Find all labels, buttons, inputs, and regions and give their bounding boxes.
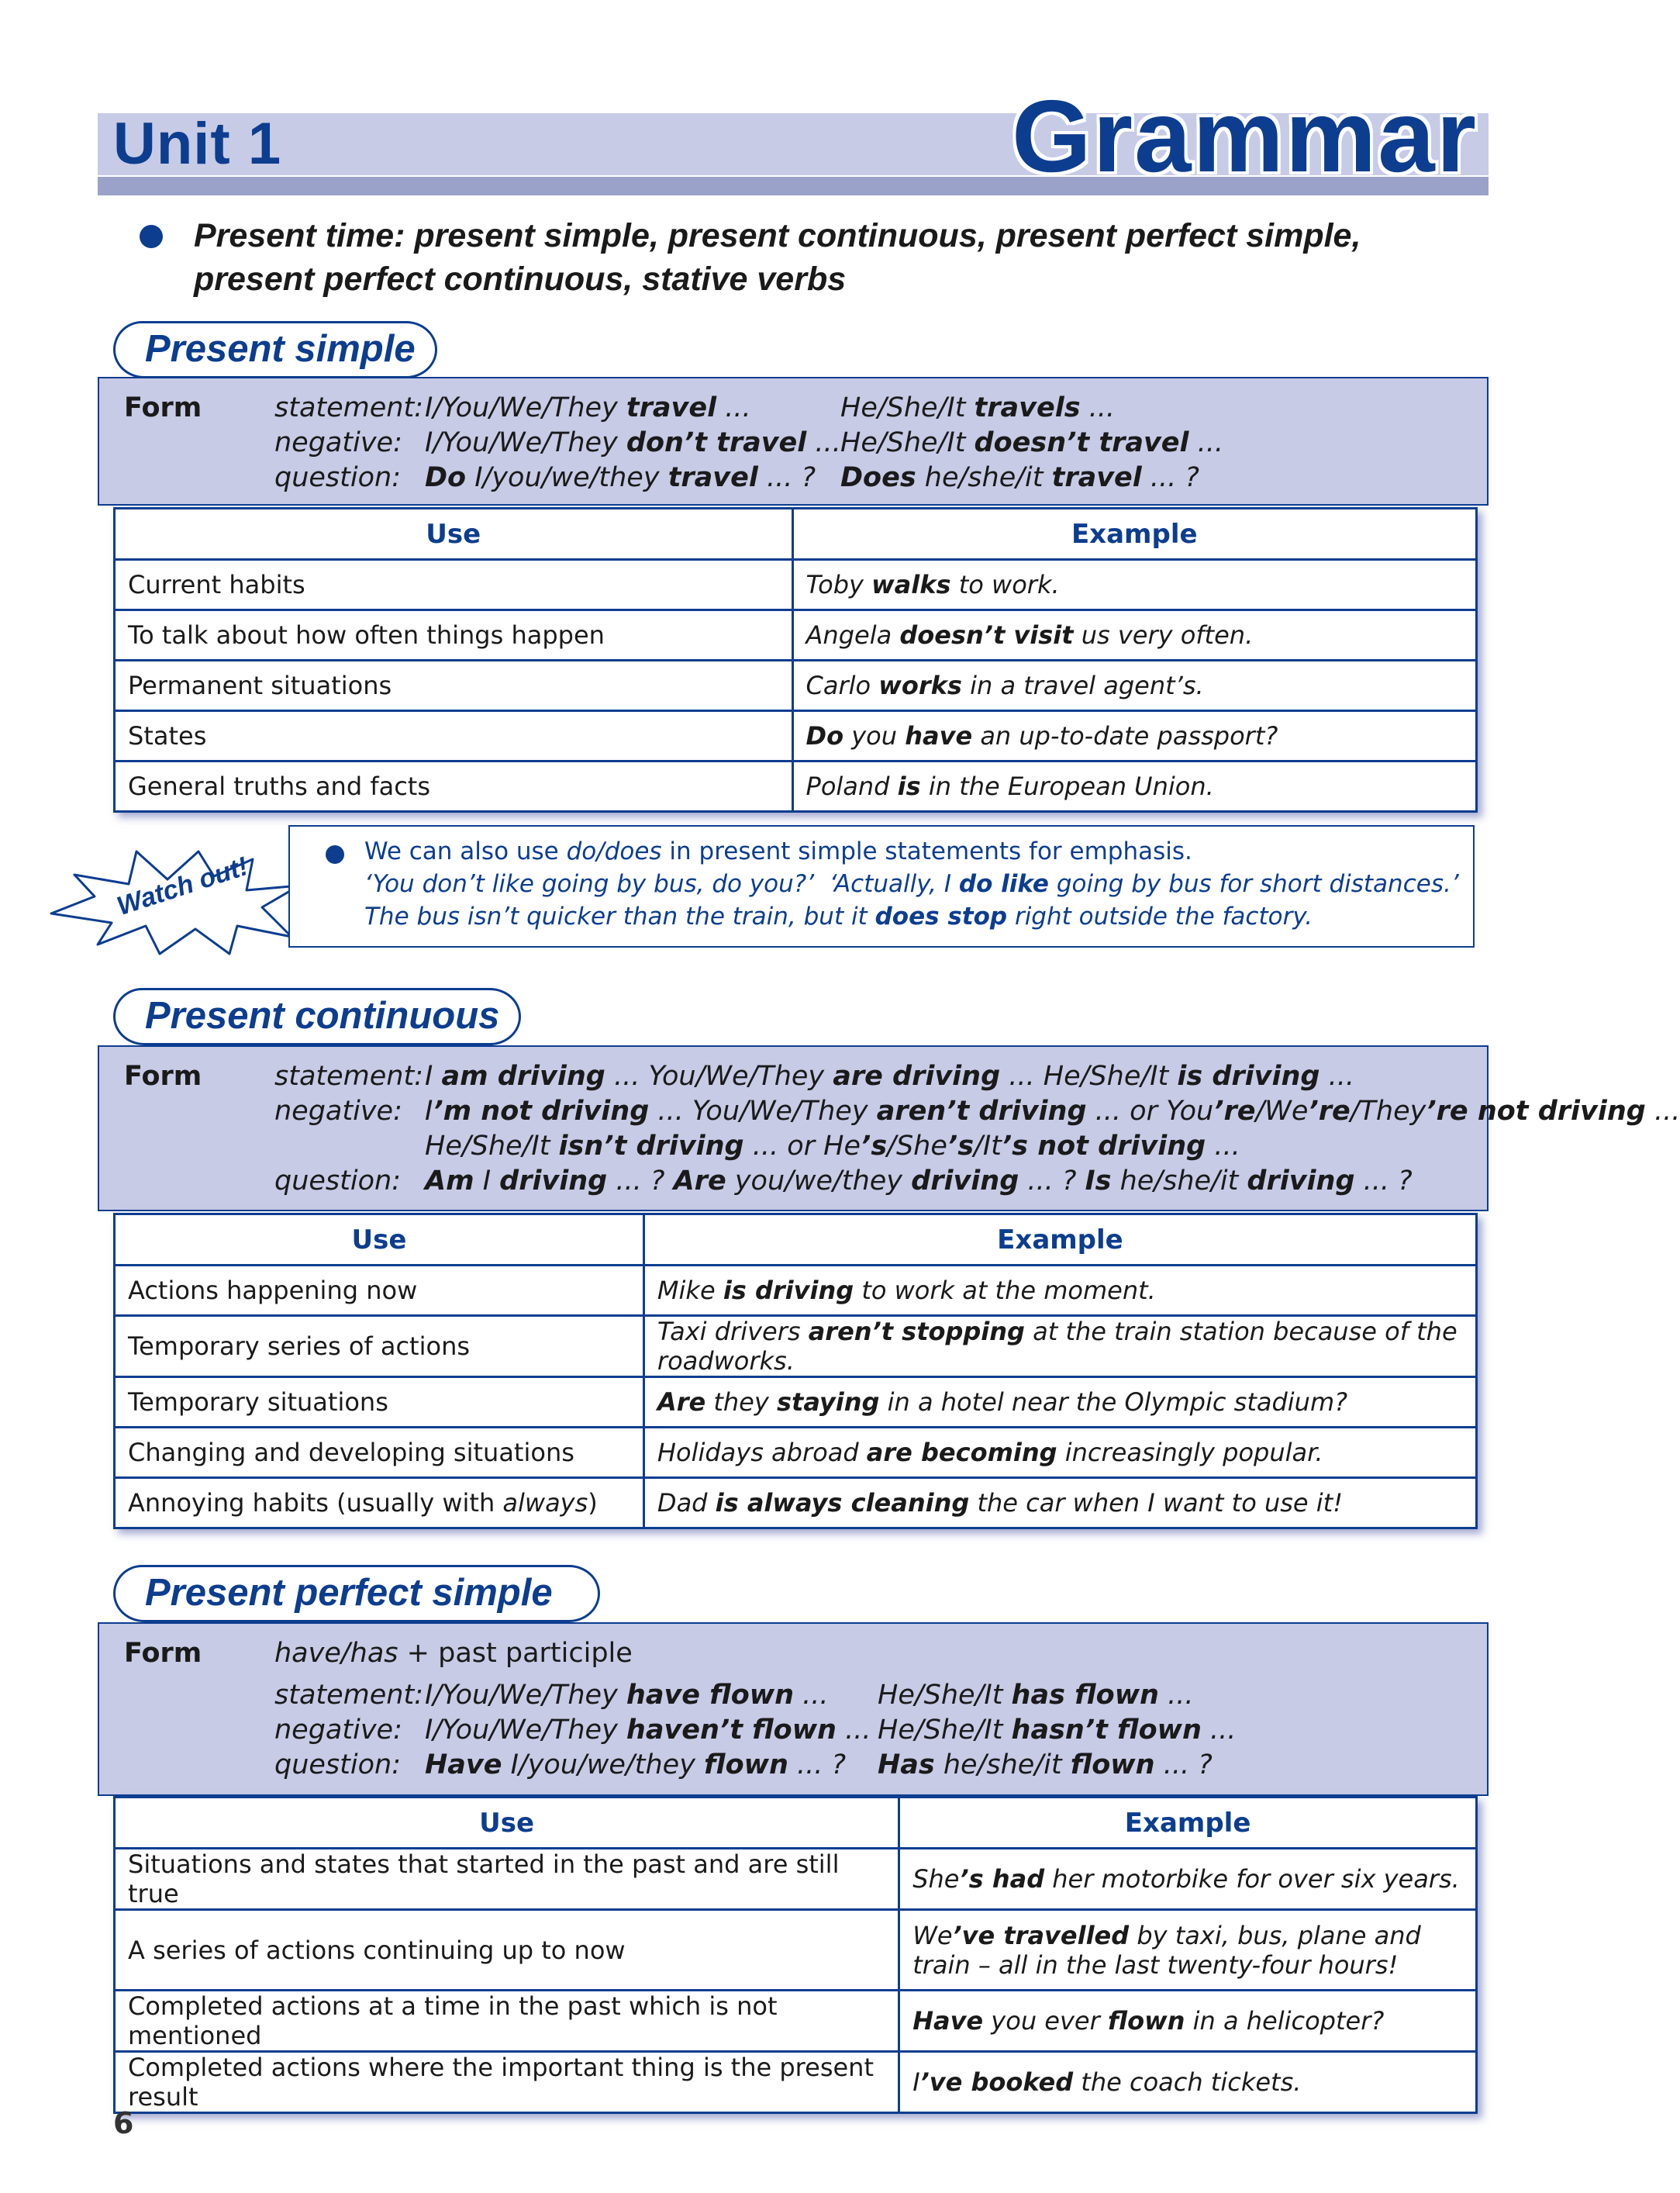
form-text: I am driving ... You/We/They are driving ... He/She/It is driving ... (425, 1061, 1354, 1092)
example-cell: Are they staying in a hotel near the Olympic stadium? (643, 1377, 1476, 1428)
table-row (115, 762, 1477, 812)
table-row (115, 610, 1477, 661)
section-title: Grammar (1012, 79, 1478, 193)
table-row (115, 1849, 1477, 1910)
present-continuous-table (113, 1213, 1478, 1529)
form-left: Have I/you/we/they flown ... ? (425, 1749, 847, 1780)
unit-title: Unit 1 (113, 111, 282, 177)
example-cell: Dad is always cleaning the car when I want to use it! (643, 1478, 1476, 1528)
form-kind: question: (274, 462, 402, 493)
watch-out-line-1: We can also use do/does in present simple statements for emphasis. (364, 837, 1192, 865)
form-kind: negative: (274, 1715, 402, 1746)
example-header: Example (643, 1214, 1476, 1266)
topic-line-2: present perfect continuous, stative verbs (194, 261, 847, 298)
example-cell: She’s had her motorbike for over six years. (899, 1849, 1477, 1910)
use-cell: States (115, 711, 793, 762)
example-cell: Mike is driving to work at the moment. (643, 1266, 1476, 1316)
form-label: Form (124, 1061, 202, 1092)
table-row (115, 1991, 1477, 2052)
form-kind: question: (274, 1166, 402, 1197)
table-row (115, 1428, 1477, 1478)
form-right: Has he/she/it flown ... ? (878, 1749, 1213, 1780)
example-cell: We’ve travelled by taxi, bus, plane and train – all in the last twenty-four hours! (899, 1910, 1477, 1991)
use-cell: Annoying habits (usually with always) (115, 1478, 644, 1528)
use-cell: Changing and developing situations (115, 1428, 644, 1478)
use-header: Use (115, 1214, 644, 1266)
topic-line-1: Present time: present simple, present continuous, present perfect simple, (194, 217, 1361, 254)
form-text: He/She/It isn’t driving ... or He’s/She’s/It’s not driving ... (425, 1131, 1240, 1162)
present-continuous-form-box (98, 1045, 1680, 1211)
present-perfect-rows (115, 1849, 1477, 2113)
bullet-icon (140, 225, 163, 248)
use-cell: General truths and facts (115, 762, 793, 812)
form-right: He/She/It doesn’t travel ... (840, 427, 1224, 458)
use-cell: Completed actions at a time in the past which is not mentioned (115, 1991, 899, 2052)
example-cell: Have you ever flown in a helicopter? (899, 1991, 1477, 2052)
form-label: Form (124, 392, 202, 423)
form-left: I/You/We/They don’t travel ... (425, 427, 841, 458)
example-cell: Taxi drivers aren’t stopping at the train station because of the roadworks. (643, 1316, 1476, 1377)
watch-out-line-2: ‘You don’t like going by bus, do you?’ ‘Actually, I do like going by bus for short distances.’ (364, 870, 1459, 898)
watch-out-line-3: The bus isn’t quicker than the train, but it does stop right outside the factory. (364, 903, 1313, 931)
example-cell: I’ve booked the coach tickets. (899, 2052, 1477, 2113)
form-right: Does he/she/it travel ... ? (840, 462, 1200, 493)
table-row (115, 1478, 1477, 1528)
present-simple-table (113, 507, 1478, 813)
use-cell: Permanent situations (115, 661, 793, 711)
topic-heading (194, 214, 1473, 301)
use-cell: Situations and states that started in the past and are still true (115, 1849, 899, 1910)
use-cell: Completed actions where the important thing is the present result (115, 2052, 899, 2113)
use-cell: Temporary situations (115, 1377, 644, 1428)
use-cell: A series of actions continuing up to now (115, 1910, 899, 1991)
page-number: 6 (113, 2106, 134, 2140)
form-text: I’m not driving ... You/We/They aren’t driving ... or You’re/We’re/They’re not driving ... (425, 1096, 1680, 1127)
example-cell: Poland is in the European Union. (792, 762, 1476, 812)
table-row (115, 1377, 1477, 1428)
present-perfect-table (113, 1796, 1478, 2114)
form-left: Do I/you/we/they travel ... ? (425, 462, 816, 493)
form-text: Am I driving ... ? Are you/we/they driving ... ? Is he/she/it driving ... ? (425, 1166, 1413, 1197)
bullet-icon (326, 845, 344, 864)
table-row (115, 2052, 1477, 2113)
form-kind: statement: (274, 392, 423, 423)
example-cell: Do you have an up-to-date passport? (792, 711, 1476, 762)
present-simple-rows (115, 560, 1477, 812)
table-row (115, 1266, 1477, 1316)
form-kind: negative: (274, 427, 402, 458)
form-kind: negative: (274, 1096, 402, 1127)
form-kind: statement: (274, 1680, 423, 1711)
example-header: Example (792, 509, 1476, 560)
form-intro: have/has + past participle (274, 1638, 633, 1669)
form-right: He/She/It has flown ... (878, 1680, 1194, 1711)
present-continuous-rows (115, 1266, 1477, 1528)
form-left: I/You/We/They travel ... (425, 392, 751, 423)
example-cell: Angela doesn’t visit us very often. (792, 610, 1476, 661)
form-kind: statement: (274, 1061, 423, 1092)
use-header: Use (115, 1798, 899, 1849)
use-cell: Current habits (115, 560, 793, 610)
present-continuous-heading: Present continuous (113, 988, 521, 1045)
form-right: He/She/It travels ... (840, 392, 1116, 423)
example-cell: Holidays abroad are becoming increasingly popular. (643, 1428, 1476, 1478)
form-kind: question: (274, 1749, 402, 1780)
form-left: I/You/We/They have flown ... (425, 1680, 829, 1711)
form-right: He/She/It hasn’t flown ... (878, 1715, 1237, 1746)
present-perfect-form-box (98, 1622, 1489, 1796)
use-cell: To talk about how often things happen (115, 610, 793, 661)
watch-out-label: Watch out! (113, 851, 252, 922)
example-cell: Carlo works in a travel agent’s. (792, 661, 1476, 711)
example-header: Example (899, 1798, 1477, 1849)
table-row (115, 1910, 1477, 1991)
table-row (115, 560, 1477, 610)
use-header: Use (115, 509, 793, 560)
form-left: I/You/We/They haven’t flown ... (425, 1715, 871, 1746)
example-cell: Toby walks to work. (792, 560, 1476, 610)
present-simple-heading: Present simple (113, 321, 437, 378)
use-cell: Actions happening now (115, 1266, 644, 1316)
table-row (115, 1316, 1477, 1377)
use-cell: Temporary series of actions (115, 1316, 644, 1377)
form-label: Form (124, 1638, 202, 1669)
present-perfect-simple-heading: Present perfect simple (113, 1565, 600, 1622)
table-row (115, 661, 1477, 711)
table-row (115, 711, 1477, 762)
present-simple-form-box (98, 377, 1489, 506)
